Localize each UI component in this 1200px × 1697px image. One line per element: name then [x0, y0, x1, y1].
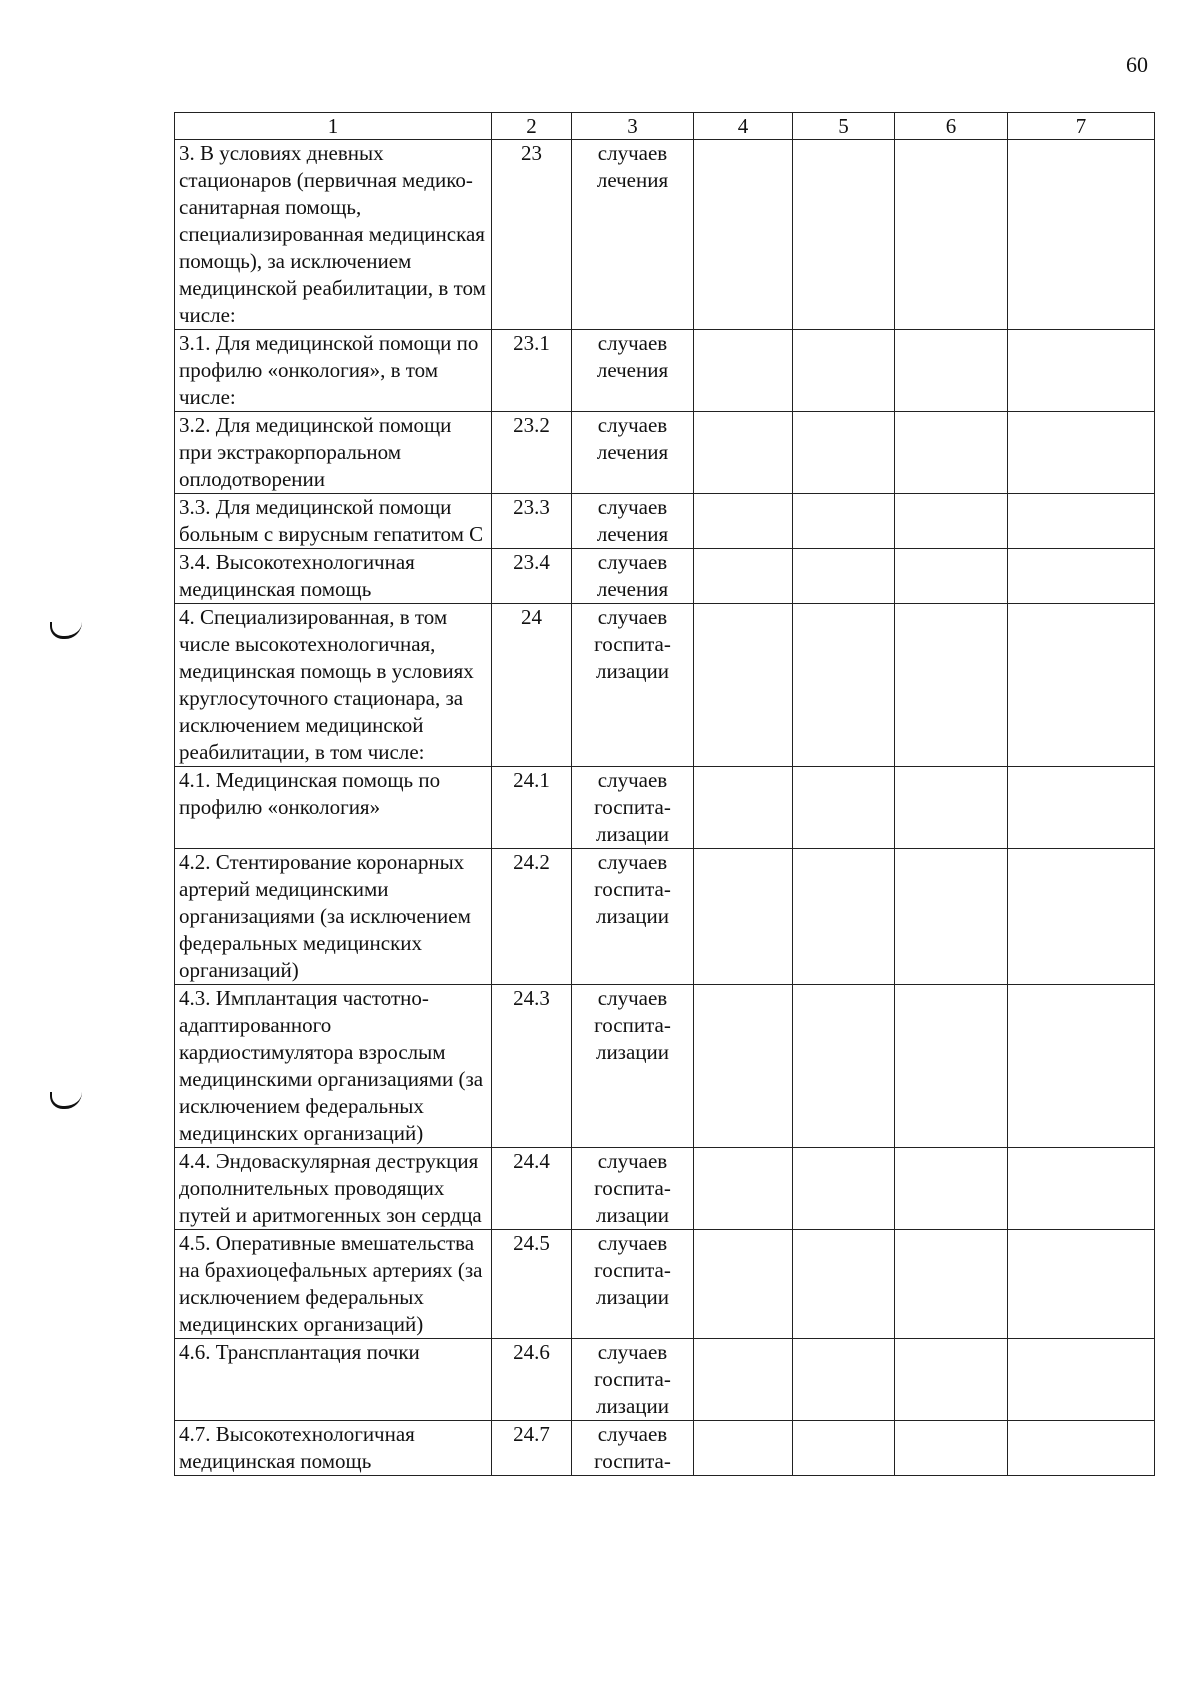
column-header: 7 — [1008, 113, 1155, 140]
row-name-cell: 4.2. Стентирование коронарных артерий медицинскими организациями (за исключением федеральных медицинских организаций) — [175, 849, 492, 985]
empty-value-cell — [1008, 140, 1155, 330]
table-row — [175, 1148, 1155, 1230]
row-number-cell: 24.1 — [492, 767, 572, 849]
empty-value-cell — [793, 494, 895, 549]
data-table — [174, 112, 1155, 1476]
empty-value-cell — [793, 849, 895, 985]
table-row — [175, 330, 1155, 412]
row-unit-cell: случаев госпита- лизации — [572, 985, 694, 1148]
row-unit-cell: случаев госпита- лизации — [572, 1230, 694, 1339]
empty-value-cell — [694, 1230, 793, 1339]
table-row — [175, 604, 1155, 767]
empty-value-cell — [694, 1148, 793, 1230]
row-name-cell: 3.3. Для медицинской помощи больным с вирусным гепатитом С — [175, 494, 492, 549]
empty-value-cell — [694, 1421, 793, 1476]
row-unit-cell: случаев госпита- — [572, 1421, 694, 1476]
empty-value-cell — [694, 849, 793, 985]
row-name-cell: 4. Специализированная, в том числе высокотехнологичная, медицинская помощь в условиях круглосуточного стационара, за исключением медицинской реабилитации, в том числе: — [175, 604, 492, 767]
table-row — [175, 985, 1155, 1148]
page-number: 60 — [1126, 52, 1148, 77]
empty-value-cell — [793, 985, 895, 1148]
empty-value-cell — [793, 140, 895, 330]
empty-value-cell — [793, 412, 895, 494]
empty-value-cell — [895, 140, 1008, 330]
row-unit-cell: случаев лечения — [572, 330, 694, 412]
margin-mark — [50, 622, 82, 639]
table-row — [175, 1339, 1155, 1421]
row-unit-cell: случаев лечения — [572, 412, 694, 494]
empty-value-cell — [1008, 604, 1155, 767]
row-unit-cell: случаев лечения — [572, 494, 694, 549]
empty-value-cell — [1008, 849, 1155, 985]
empty-value-cell — [1008, 1421, 1155, 1476]
empty-value-cell — [694, 140, 793, 330]
row-name-cell: 4.5. Оперативные вмешательства на брахиоцефальных артериях (за исключением федеральных медицинских организаций) — [175, 1230, 492, 1339]
column-header: 3 — [572, 113, 694, 140]
empty-value-cell — [1008, 1230, 1155, 1339]
row-number-cell: 24.5 — [492, 1230, 572, 1339]
empty-value-cell — [895, 1421, 1008, 1476]
empty-value-cell — [793, 1339, 895, 1421]
empty-value-cell — [895, 604, 1008, 767]
empty-value-cell — [895, 985, 1008, 1148]
row-name-cell: 3.4. Высокотехнологичная медицинская помощь — [175, 549, 492, 604]
column-header: 2 — [492, 113, 572, 140]
empty-value-cell — [694, 985, 793, 1148]
row-number-cell: 24 — [492, 604, 572, 767]
row-name-cell: 3.1. Для медицинской помощи по профилю «онкология», в том числе: — [175, 330, 492, 412]
empty-value-cell — [895, 1148, 1008, 1230]
margin-mark — [50, 1092, 82, 1109]
empty-value-cell — [895, 767, 1008, 849]
row-number-cell: 23.1 — [492, 330, 572, 412]
column-header: 1 — [175, 113, 492, 140]
table-row — [175, 767, 1155, 849]
empty-value-cell — [793, 767, 895, 849]
row-number-cell: 23 — [492, 140, 572, 330]
row-number-cell: 23.2 — [492, 412, 572, 494]
column-header: 4 — [694, 113, 793, 140]
row-number-cell: 24.4 — [492, 1148, 572, 1230]
empty-value-cell — [1008, 985, 1155, 1148]
table-body — [175, 140, 1155, 1476]
empty-value-cell — [694, 330, 793, 412]
row-name-cell: 4.4. Эндоваскулярная деструкция дополнительных проводящих путей и аритмогенных зон сердца — [175, 1148, 492, 1230]
row-unit-cell: случаев лечения — [572, 140, 694, 330]
empty-value-cell — [694, 1339, 793, 1421]
empty-value-cell — [1008, 1339, 1155, 1421]
empty-value-cell — [694, 604, 793, 767]
table-row — [175, 1230, 1155, 1339]
row-number-cell: 23.4 — [492, 549, 572, 604]
empty-value-cell — [1008, 330, 1155, 412]
empty-value-cell — [895, 1339, 1008, 1421]
empty-value-cell — [895, 549, 1008, 604]
table-row — [175, 549, 1155, 604]
column-header: 6 — [895, 113, 1008, 140]
row-number-cell: 24.6 — [492, 1339, 572, 1421]
empty-value-cell — [694, 494, 793, 549]
empty-value-cell — [793, 330, 895, 412]
empty-value-cell — [895, 494, 1008, 549]
row-number-cell: 24.2 — [492, 849, 572, 985]
row-unit-cell: случаев госпита- лизации — [572, 767, 694, 849]
empty-value-cell — [895, 1230, 1008, 1339]
empty-value-cell — [793, 549, 895, 604]
row-unit-cell: случаев госпита- лизации — [572, 1148, 694, 1230]
table-row — [175, 140, 1155, 330]
row-number-cell: 23.3 — [492, 494, 572, 549]
empty-value-cell — [793, 1421, 895, 1476]
table-row — [175, 494, 1155, 549]
row-name-cell: 4.3. Имплантация частотно-адаптированного кардиостимулятора взрослым медицинскими организациями (за исключением федеральных медицинских организаций) — [175, 985, 492, 1148]
empty-value-cell — [895, 330, 1008, 412]
row-name-cell: 3.2. Для медицинской помощи при экстракорпоральном оплодотворении — [175, 412, 492, 494]
empty-value-cell — [793, 1148, 895, 1230]
table-row — [175, 412, 1155, 494]
row-unit-cell: случаев госпита- лизации — [572, 849, 694, 985]
empty-value-cell — [793, 1230, 895, 1339]
column-header: 5 — [793, 113, 895, 140]
table-row — [175, 1421, 1155, 1476]
row-unit-cell: случаев лечения — [572, 549, 694, 604]
empty-value-cell — [1008, 412, 1155, 494]
empty-value-cell — [694, 549, 793, 604]
empty-value-cell — [1008, 494, 1155, 549]
row-name-cell: 4.1. Медицинская помощь по профилю «онкология» — [175, 767, 492, 849]
row-unit-cell: случаев госпита- лизации — [572, 604, 694, 767]
row-number-cell: 24.7 — [492, 1421, 572, 1476]
table-header-row — [175, 113, 1155, 140]
empty-value-cell — [694, 412, 793, 494]
row-name-cell: 4.6. Трансплантация почки — [175, 1339, 492, 1421]
row-number-cell: 24.3 — [492, 985, 572, 1148]
table-row — [175, 849, 1155, 985]
empty-value-cell — [895, 412, 1008, 494]
empty-value-cell — [694, 767, 793, 849]
empty-value-cell — [1008, 1148, 1155, 1230]
empty-value-cell — [793, 604, 895, 767]
row-unit-cell: случаев госпита- лизации — [572, 1339, 694, 1421]
row-name-cell: 4.7. Высокотехнологичная медицинская помощь — [175, 1421, 492, 1476]
empty-value-cell — [895, 849, 1008, 985]
empty-value-cell — [1008, 549, 1155, 604]
empty-value-cell — [1008, 767, 1155, 849]
row-name-cell: 3. В условиях дневных стационаров (первичная медико-санитарная помощь, специализированная медицинская помощь), за исключением медицинской реабилитации, в том числе: — [175, 140, 492, 330]
